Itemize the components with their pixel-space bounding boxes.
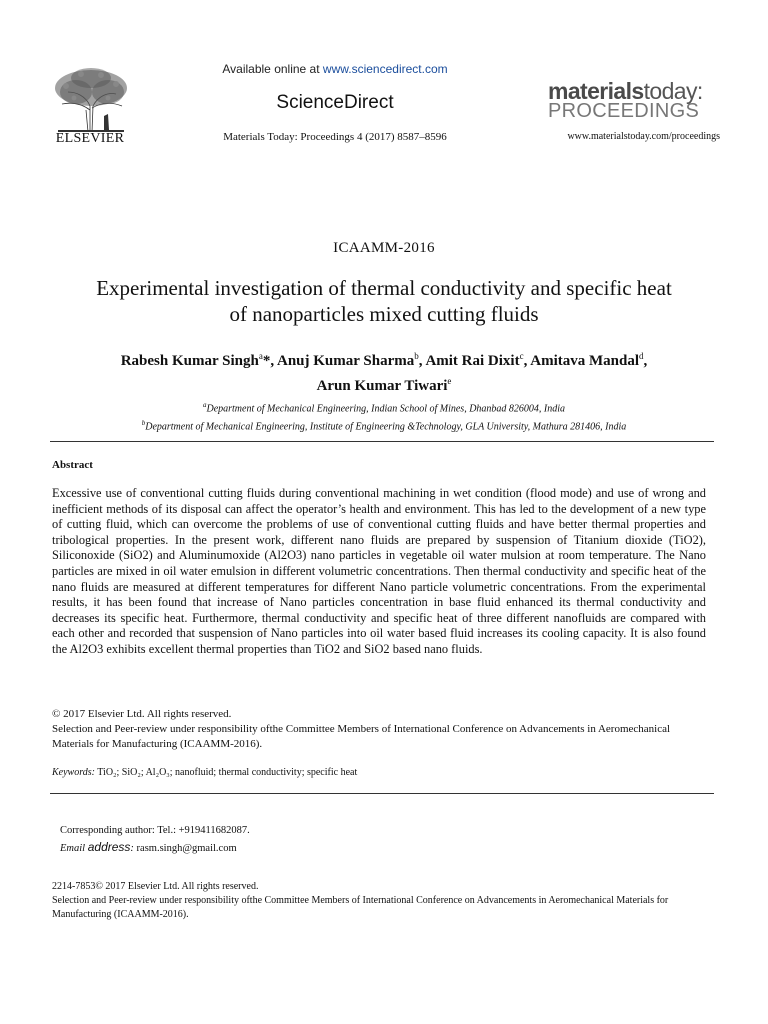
available-online-line <box>140 62 530 76</box>
author-name: Amitava Mandal <box>530 353 640 369</box>
affiliation-list <box>40 398 728 435</box>
copyright-line: © 2017 Elsevier Ltd. All rights reserved. <box>52 708 232 720</box>
keywords-list: TiO₂; SiO₂; Al₂O₃; nanofluid; thermal conductivity; specific heat <box>94 767 358 778</box>
author-separator: , <box>643 353 648 369</box>
footer-peer-review: Selection and Peer-review under responsibility ofthe Committee Members of International Conference on Advancements in Aeromechanical Materials for Manufacturing (ICAAMM-2016). <box>52 895 669 920</box>
author-affil-mark: a <box>258 351 263 361</box>
issn-line: 2214-7853© 2017 Elsevier Ltd. All rights reserved. <box>52 881 259 892</box>
materials-today-logo <box>548 80 718 120</box>
available-prefix: Available online at <box>222 62 320 76</box>
author-name: Amit Rai Dixit <box>425 353 520 369</box>
affiliation-item <box>40 416 728 434</box>
email-label: Email address: <box>60 840 134 854</box>
mt-logo-bold: materials <box>548 78 644 104</box>
author-name: Anuj Kumar Sharma <box>277 353 415 369</box>
corresponding-author <box>60 823 660 857</box>
author-list <box>40 346 728 396</box>
mt-logo-rest: today: <box>643 78 703 104</box>
mt-logo-proceedings: PROCEEDINGS <box>548 100 700 122</box>
email-address[interactable]: rasm.singh@gmail.com <box>136 843 237 854</box>
peer-review-line: Selection and Peer-review under responsibility ofthe Committee Members of International Conference on Advancements in Aeromechanical Materials for Manufacturing (ICAAMM-2016). <box>52 723 671 750</box>
title-line-2: of nanoparticles mixed cutting fluids <box>229 302 539 326</box>
section-divider <box>50 441 714 442</box>
sciencedirect-title: ScienceDirect <box>276 92 394 113</box>
author-affil-mark: c <box>519 351 524 361</box>
keywords-label: Keywords: <box>52 767 95 778</box>
author-affil-mark: b <box>414 351 419 361</box>
author-name: Rabesh Kumar Singh <box>120 353 259 369</box>
sciencedirect-link[interactable]: www.sciencedirect.com <box>322 62 448 76</box>
publisher-name: ELSEVIER <box>55 131 125 146</box>
author-separator: *, <box>262 353 277 369</box>
journal-reference: Materials Today: Proceedings 4 (2017) 8587–8596 <box>223 131 447 143</box>
author-affil-mark: e <box>447 376 452 386</box>
affiliation-item <box>40 398 728 416</box>
email-label-addr: address <box>87 840 131 854</box>
abstract-copyright <box>52 707 712 752</box>
affil-text: Department of Mechanical Engineering, Institute of Engineering &Technology, GLA University, Mathura 281406, India <box>145 421 627 433</box>
author-separator: , <box>418 353 426 369</box>
corresponding-line: Corresponding author: Tel.: +919411682087. <box>60 825 250 836</box>
email-line <box>60 839 660 857</box>
section-divider <box>50 793 714 794</box>
author-name: Arun Kumar Tiwari <box>316 378 448 394</box>
journal-url[interactable]: www.materialstoday.com/proceedings <box>567 131 720 142</box>
affil-mark: b <box>141 419 146 428</box>
abstract-body: Excessive use of conventional cutting fluids during conventional machining in wet condition (flood mode) and use of wrong and inefficient methods of its disposal can affect the operator’s health and environment. This has led to the development of a new type of cutting fluid, which can overcome the problems of use of conventional cutting fluids and have better thermal properties and tribological properties. In the present work, different nano fluids are prepared by suspension of Titanium dioxide (TiO2), Siliconoxide (SiO2) and Aluminumoxide (Al2O3) nano particles in vegetable oil water mulsion at room temperature. The Nano particles are mixed in oil water emulsion in different volumetric concentrations. Then thermal conductivity and specific heat of the nano fluids are measured at different temperatures for different Nano particle volumetric concentrations. From the experimental results, it has been found that increase of Nano particles concentration in base fluid enhanced its thermal conductivity and decreases its specific heat. Furthermore, thermal conductivity and specific heat of three different nanofluids are compared with each other and recorded that suspension of Nano particles into oil water based fluid increases its cooling capacity. It is also found the Al2O3 exhibits excellent thermal properties than TiO2 and SiO2 based nano fluids. <box>52 486 706 656</box>
affil-mark: a <box>202 401 207 409</box>
author-separator: , <box>523 353 531 369</box>
footer-copyright <box>52 880 716 922</box>
paper-title <box>40 275 728 327</box>
keywords <box>52 767 712 778</box>
author-affil-mark: d <box>639 351 644 361</box>
title-line-1: Experimental investigation of thermal conductivity and specific heat <box>96 276 672 300</box>
affil-text: Department of Mechanical Engineering, Indian School of Mines, Dhanbad 826004, India <box>206 403 566 415</box>
conference-name: ICAAMM-2016 <box>333 240 435 256</box>
abstract-heading: Abstract <box>52 459 93 471</box>
